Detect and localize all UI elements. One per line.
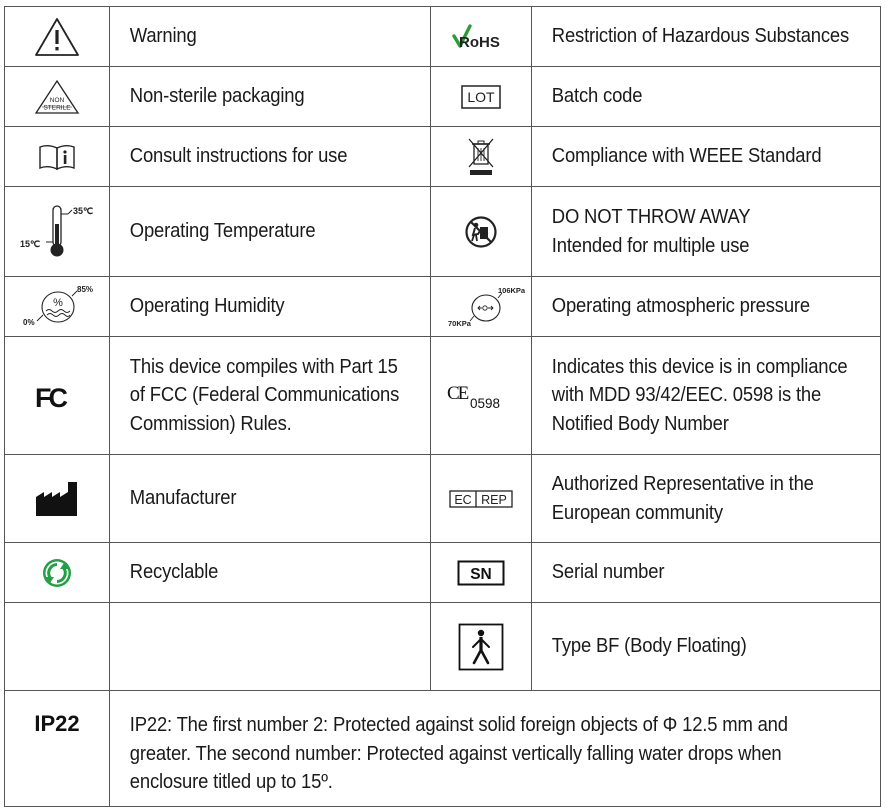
humidity-icon (5, 277, 109, 336)
thermometer-icon (5, 187, 109, 276)
text-line: Authorized Representative in the (551, 472, 814, 495)
text-line: Intended for multiple use (551, 233, 750, 257)
symbol-label (532, 187, 845, 276)
text-line: Serial number (551, 560, 665, 584)
symbol-label (110, 7, 398, 66)
text-line: Consult instructions for use (129, 144, 348, 168)
svg-text:LOT: LOT (467, 88, 495, 105)
svg-text:85%: 85% (77, 284, 94, 294)
text-line: with MDD 93/42/EEC. 0598 is the (551, 383, 822, 407)
serial-number-icon (431, 543, 531, 602)
ip-code: IP22 (34, 711, 80, 736)
ce-mark-icon (431, 337, 531, 454)
pressure-icon (431, 277, 531, 336)
symbol-label (532, 455, 845, 542)
svg-text:CE: CE (447, 382, 468, 404)
svg-text:RoHS: RoHS (459, 33, 500, 51)
fcc-icon (5, 337, 109, 454)
text-line: Operating Temperature (129, 219, 316, 243)
text-line: Type BF (Body Floating) (551, 634, 747, 658)
symbol-label (110, 543, 398, 602)
svg-text:35℃: 35℃ (73, 205, 94, 216)
svg-text:106KPa: 106KPa (498, 285, 526, 295)
text-line: DO NOT THROW AWAY (551, 205, 751, 228)
weee-bin-icon (431, 127, 531, 186)
svg-text:EC: EC (454, 492, 472, 507)
empty-cell (110, 603, 398, 690)
text-line: Restriction of Hazardous Substances (551, 24, 850, 48)
svg-text:70KPa: 70KPa (448, 318, 471, 328)
text-line: Indicates this device is in compliance (551, 354, 848, 378)
empty-cell (5, 603, 109, 690)
text-line: greater. The second number: Protected against vertically falling water drops when (129, 741, 782, 765)
text-line: enclosure titled up to 15º. (129, 770, 333, 793)
symbol-label (110, 277, 398, 336)
svg-text:0598: 0598 (470, 395, 501, 411)
symbol-label (532, 67, 845, 126)
svg-text:STERILE: STERILE (43, 104, 71, 111)
symbol-label (110, 337, 398, 454)
symbol-label (532, 603, 845, 690)
svg-text:NON: NON (49, 96, 65, 104)
instructions-book-icon (5, 127, 109, 186)
text-line: Operating Humidity (129, 294, 285, 318)
text-line: Operating atmospheric pressure (551, 294, 810, 318)
symbol-label (532, 543, 845, 602)
text-line: Warning (129, 24, 197, 48)
svg-text:SN: SN (470, 565, 492, 583)
symbol-label (110, 127, 398, 186)
text-line: IP22: The first number 2: Protected against solid foreign objects of Φ 12.5 mm and (129, 713, 788, 736)
text-line: Notified Body Number (551, 411, 729, 435)
text-line: Recyclable (129, 560, 219, 584)
symbol-label (110, 67, 398, 126)
symbol-label (532, 337, 848, 454)
text-line: Commission) Rules. (129, 411, 292, 435)
symbol-label (110, 455, 398, 542)
recyclable-icon (5, 543, 109, 602)
non-sterile-icon (5, 67, 109, 126)
symbol-label (110, 187, 398, 276)
text-line: Compliance with WEEE Standard (551, 144, 822, 168)
type-bf-icon (431, 603, 531, 690)
do-not-throw-icon (431, 187, 531, 276)
symbol-label (532, 7, 850, 66)
text-line: Batch code (551, 84, 643, 108)
svg-text:0%: 0% (23, 317, 35, 327)
symbol-label (532, 277, 845, 336)
symbol-table (4, 6, 881, 807)
lot-icon (431, 67, 531, 126)
svg-text:%: % (53, 296, 63, 309)
text-line: This device compiles with Part 15 (129, 354, 398, 378)
svg-text:FC: FC (35, 382, 65, 413)
text-line: European community (551, 500, 723, 524)
rohs-icon (431, 7, 531, 66)
text-line: Non-sterile packaging (129, 84, 305, 108)
text-line: Manufacturer (129, 486, 237, 510)
symbol-label (532, 127, 845, 186)
svg-text:15℃: 15℃ (20, 238, 41, 249)
warning-triangle-icon (5, 7, 109, 66)
ip-description (110, 691, 803, 806)
text-line: of FCC (Federal Communications (129, 383, 400, 407)
manufacturer-icon (5, 455, 109, 542)
ec-rep-icon (431, 455, 531, 542)
svg-text:REP: REP (481, 492, 507, 507)
